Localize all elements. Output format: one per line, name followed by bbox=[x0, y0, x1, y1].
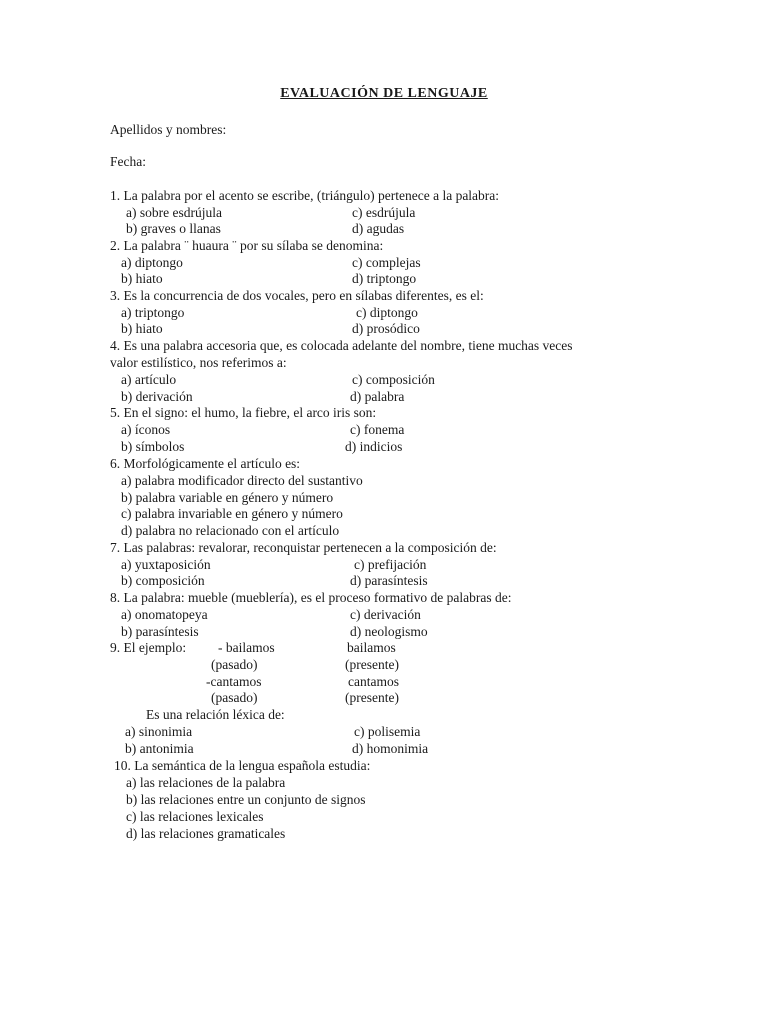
question-3: 3. Es la concurrencia de dos vocales, pero en sílabas diferentes, es el: bbox=[110, 288, 484, 303]
option-4d: d) palabra bbox=[350, 389, 405, 404]
option-6b: b) palabra variable en género y número bbox=[121, 490, 334, 505]
option-1d: d) agudas bbox=[352, 221, 405, 236]
option-6a: a) palabra modificador directo del sustantivo bbox=[121, 473, 363, 488]
option-10a: a) las relaciones de la palabra bbox=[126, 775, 286, 790]
option-9a: a) sinonimia bbox=[125, 724, 193, 739]
option-7d: d) parasíntesis bbox=[350, 573, 428, 588]
option-2d: d) triptongo bbox=[352, 271, 417, 286]
option-1c: c) esdrújula bbox=[352, 205, 416, 220]
option-3c: c) diptongo bbox=[356, 305, 418, 320]
option-4c: c) composición bbox=[352, 372, 435, 387]
option-1a: a) sobre esdrújula bbox=[126, 205, 222, 220]
example-word-3: -cantamos bbox=[206, 674, 262, 689]
option-6c: c) palabra invariable en género y número bbox=[121, 506, 343, 521]
example-tense-2: (presente) bbox=[345, 657, 399, 672]
option-5c: c) fonema bbox=[350, 422, 405, 437]
option-5b: b) símbolos bbox=[121, 439, 185, 454]
question-4: 4. Es una palabra accesoria que, es colocada adelante del nombre, tiene muchas veces bbox=[110, 338, 573, 353]
option-10d: d) las relaciones gramaticales bbox=[126, 826, 286, 841]
option-7a: a) yuxtaposición bbox=[121, 557, 211, 572]
option-2b: b) hiato bbox=[121, 271, 163, 286]
question-8: 8. La palabra: mueble (mueblería), es el proceso formativo de palabras de: bbox=[110, 590, 512, 605]
option-2a: a) diptongo bbox=[121, 255, 183, 270]
option-8d: d) neologismo bbox=[350, 624, 428, 639]
example-tense-1: (pasado) bbox=[211, 657, 258, 672]
option-5d: d) indicios bbox=[345, 439, 403, 454]
question-4-continued: valor estilístico, nos referimos a: bbox=[110, 355, 287, 370]
option-2c: c) complejas bbox=[352, 255, 421, 270]
example-tense-4: (presente) bbox=[345, 690, 399, 705]
question-9: 9. El ejemplo: bbox=[110, 640, 187, 655]
name-field-label: Apellidos y nombres: bbox=[110, 122, 227, 137]
page-title: EVALUACIÓN DE LENGUAJE bbox=[280, 86, 488, 101]
example-word-2: bailamos bbox=[347, 640, 396, 655]
option-10c: c) las relaciones lexicales bbox=[126, 809, 264, 824]
option-5a: a) íconos bbox=[121, 422, 171, 437]
option-1b: b) graves o llanas bbox=[126, 221, 221, 236]
example-word-4: cantamos bbox=[348, 674, 399, 689]
question-1: 1. La palabra por el acento se escribe, (triángulo) pertenece a la palabra: bbox=[110, 188, 500, 203]
question-5: 5. En el signo: el humo, la fiebre, el arco iris son: bbox=[110, 405, 377, 420]
question-2: 2. La palabra ¨ huaura ¨ por su sílaba se denomina: bbox=[110, 238, 384, 253]
question-9-prompt: Es una relación léxica de: bbox=[146, 707, 285, 722]
option-7b: b) composición bbox=[121, 573, 205, 588]
option-8a: a) onomatopeya bbox=[121, 607, 208, 622]
option-7c: c) prefijación bbox=[354, 557, 427, 572]
option-10b: b) las relaciones entre un conjunto de signos bbox=[126, 792, 366, 807]
option-4a: a) artículo bbox=[121, 372, 177, 387]
option-8b: b) parasíntesis bbox=[121, 624, 199, 639]
question-7: 7. Las palabras: revalorar, reconquistar pertenecen a la composición de: bbox=[110, 540, 497, 555]
example-tense-3: (pasado) bbox=[211, 690, 258, 705]
option-3b: b) hiato bbox=[121, 321, 163, 336]
question-10: 10. La semántica de la lengua española estudia: bbox=[114, 758, 371, 773]
option-9b: b) antonimia bbox=[125, 741, 194, 756]
example-word-1: - bailamos bbox=[218, 640, 275, 655]
option-6d: d) palabra no relacionado con el artículo bbox=[121, 523, 340, 538]
option-9c: c) polisemia bbox=[354, 724, 421, 739]
date-field-label: Fecha: bbox=[110, 154, 146, 169]
option-9d: d) homonimia bbox=[352, 741, 429, 756]
option-3a: a) triptongo bbox=[121, 305, 185, 320]
question-6: 6. Morfológicamente el artículo es: bbox=[110, 456, 301, 471]
option-3d: d) prosódico bbox=[352, 321, 420, 336]
option-4b: b) derivación bbox=[121, 389, 193, 404]
option-8c: c) derivación bbox=[350, 607, 421, 622]
